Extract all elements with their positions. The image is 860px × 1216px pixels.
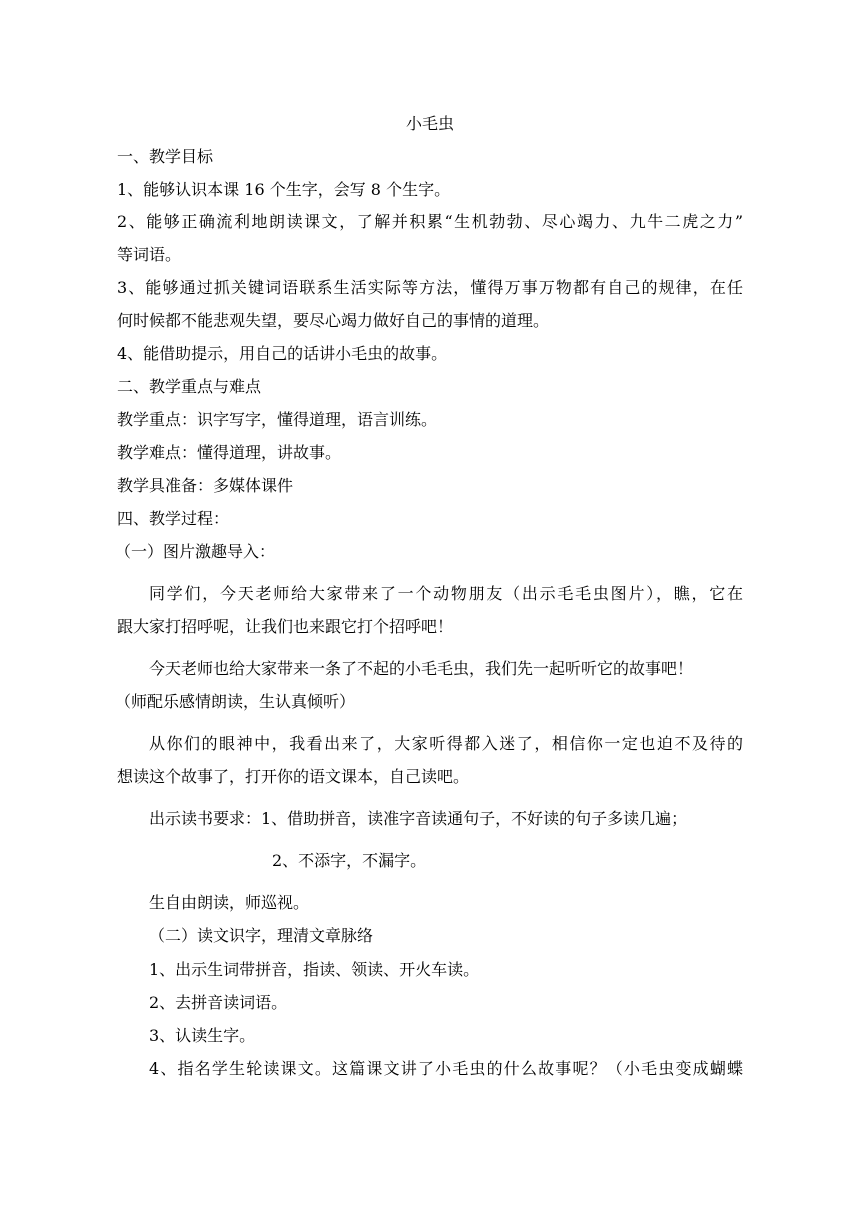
goal-item-4: 4、能借助提示，用自己的话讲小毛虫的故事。 xyxy=(117,344,448,363)
section-heading-key-points: 二、教学重点与难点 xyxy=(117,377,262,396)
subsection-heading-picture-intro: （一）图片激趣导入： xyxy=(115,542,276,561)
paragraph-intro-line-1: 同学们，今天老师给大家带来了一个动物朋友（出示毛毛虫图片），瞧，它在 xyxy=(149,584,743,603)
goal-item-3-continued: 何时候都不能悲观失望，要尽心竭力做好自己的事情的道理。 xyxy=(117,311,550,330)
paragraph-story-line-1: 今天老师也给大家带来一条了不起的小毛毛虫，我们先一起听听它的故事吧！ xyxy=(149,659,694,678)
reading-requirement-2: 2、不添字，不漏字。 xyxy=(272,851,427,870)
step-item-1: 1、出示生词带拼音，指读、领读、开火车读。 xyxy=(149,960,480,979)
goal-item-1: 1、能够认识本课 16 个生字，会写 8 个生字。 xyxy=(117,180,451,199)
goal-item-2-continued: 等词语。 xyxy=(117,245,182,264)
step-item-2: 2、去拼音读词语。 xyxy=(149,993,288,1012)
document-title: 小毛虫 xyxy=(405,114,454,133)
teaching-materials: 教学具准备：多媒体课件 xyxy=(117,476,294,495)
free-reading-note: 生自由朗读，师巡视。 xyxy=(149,893,310,912)
goal-item-3: 3、能够通过抓关键词语联系生活实际等方法，懂得万事万物都有自己的规律，在任 xyxy=(117,278,743,297)
difficult-point: 教学难点：懂得道理，讲故事。 xyxy=(117,443,342,462)
section-heading-teaching-process: 四、教学过程： xyxy=(117,509,230,528)
paragraph-reading-line-2: 想读这个故事了，打开你的语文课本，自己读吧。 xyxy=(117,767,470,786)
paragraph-intro-line-2: 跟大家打招呼呢，让我们也来跟它打个招呼吧！ xyxy=(117,617,454,636)
paragraph-story-line-2: （师配乐感情朗读，生认真倾听） xyxy=(115,692,356,711)
step-item-3: 3、认读生字。 xyxy=(149,1026,256,1045)
step-item-4: 4、指名学生轮读课文。这篇课文讲了小毛虫的什么故事呢？（小毛虫变成蝴蝶 xyxy=(149,1059,743,1078)
section-heading-teaching-goals: 一、教学目标 xyxy=(117,147,214,166)
key-point: 教学重点：识字写字，懂得道理，语言训练。 xyxy=(117,410,438,429)
subsection-heading-reading-literacy: （二）读文识字，理清文章脉络 xyxy=(149,926,374,945)
goal-item-2: 2、能够正确流利地朗读课文，了解并积累“生机勃勃、尽心竭力、九牛二虎之力” xyxy=(117,212,743,231)
reading-requirement-1: 出示读书要求：1、借助拼音，读准字音读通句子，不好读的句子多读几遍； xyxy=(149,809,688,828)
paragraph-reading-line-1: 从你们的眼神中，我看出来了，大家听得都入迷了，相信你一定也迫不及待的 xyxy=(149,734,743,753)
